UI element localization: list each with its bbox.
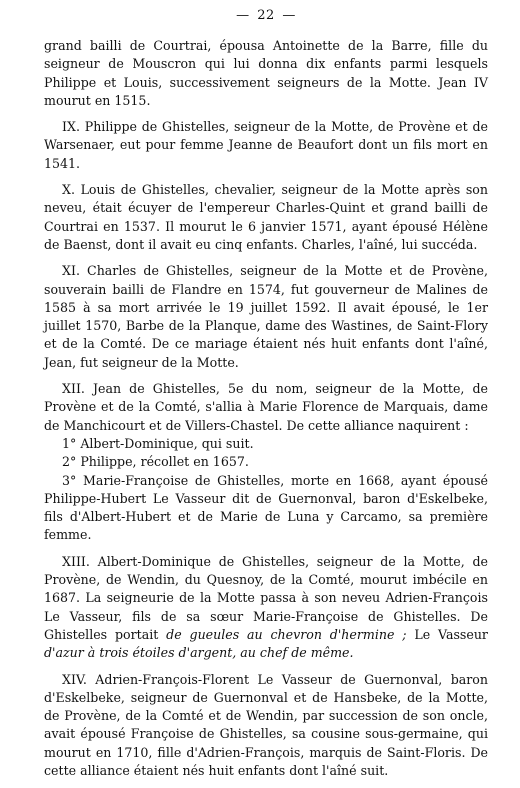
paragraph-xiii-albert-dominique xyxy=(44,553,488,663)
document-page xyxy=(44,8,488,788)
paragraph-xii-jean: XII. Jean de Ghistelles, 5e du nom, seigneur de la Motte, de Provène et de la Comté, s'allia à Marie Florence de Marquais, dame de Manchicourt et de Villers-Chastel. De cette alliance naquirent : xyxy=(44,381,488,433)
paragraph-xi-charles: XI. Charles de Ghistelles, seigneur de la Motte et de Provène, souverain bailli de Flandre en 1574, fut gouverneur de Malines de 1585 à sa mort arrivée le 19 juillet 1592. Il avait épousé, le 1er juillet 1570, Barbe de la Planque, dame des Wastines, de Saint-Flory et de la Comté. De ce mariage étaient nés huit enfants dont l'aîné, Jean, fut seigneur de la Motte. xyxy=(44,263,488,370)
list-item-albert-dominique: 1° Albert-Dominique, qui suit. xyxy=(62,435,254,451)
page-number-value: 22 xyxy=(257,8,275,23)
le-vasseur-arms-italic: d'azur à trois étoiles d'argent, au chef de même. xyxy=(44,645,354,661)
page-number-dash-left: — xyxy=(236,8,250,23)
paragraph-ix-philippe: IX. Philippe de Ghistelles, seigneur de la Motte, de Provène et de Warsenaer, eut pour femme Jeanne de Beaufort dont un fils mort en 1541. xyxy=(44,119,488,171)
page-number xyxy=(44,8,488,23)
paragraph-xiv-adrien-francois: XIV. Adrien-François-Florent Le Vasseur de Guernonval, baron d'Eskelbeke, seigneur de Guernonval et de Hansbeke, de la Motte, de Provène, de la Comté et de Wendin, par succession de son oncle, avait épousé Françoise de Ghistelles, sa cousine sous-germaine, qui mourut en 1710, fille d'Adrien-François, marquis de Saint-Floris. De cette alliance étaient nés huit enfants dont l'aîné suit. xyxy=(44,671,488,778)
ghistelles-arms-italic: de gueules au chevron d'hermine ; xyxy=(166,626,407,642)
le-vasseur-label: Le Vasseur xyxy=(414,626,488,642)
paragraph-continuation: grand bailli de Courtrai, épousa Antoinette de la Barre, fille du seigneur de Mouscron qui lui donna dix enfants parmi lesquels Philippe et Louis, successivement seigneurs de la Motte. Jean IV mourut en 1515. xyxy=(44,38,488,108)
paragraph-xiii-text: XIII. Albert-Dominique de Ghistelles, seigneur de la Motte, de Provène, de Wendin, du Quesnoy, de la Comté, mourut imbécile en 1687. La seigneurie de la Motte passa à son neveu Adrien-François Le Vasseur, fils de sa sœur Marie-Françoise de Ghistelles. De Ghistelles portait xyxy=(44,553,488,642)
list-item-marie-francoise: 3° Marie-Françoise de Ghistelles, morte en 1668, ayant épousé Philippe-Hubert Le Vasseur dit de Guernonval, baron d'Eskelbeke, fils d'Albert-Hubert et de Marie de Luna y Carcamo, sa première femme. xyxy=(44,472,488,543)
paragraph-x-louis: X. Louis de Ghistelles, chevalier, seigneur de la Motte après son neveu, était écuyer de l'empereur Charles-Quint et grand bailli de Courtrai en 1537. Il mourut le 6 janvier 1571, ayant épousé Hélène de Baenst, dont il avait eu cinq enfants. Charles, l'aîné, lui succéda. xyxy=(44,182,488,252)
page-number-dash-right: — xyxy=(282,8,296,23)
list-item-philippe: 2° Philippe, récollet en 1657. xyxy=(62,454,249,470)
